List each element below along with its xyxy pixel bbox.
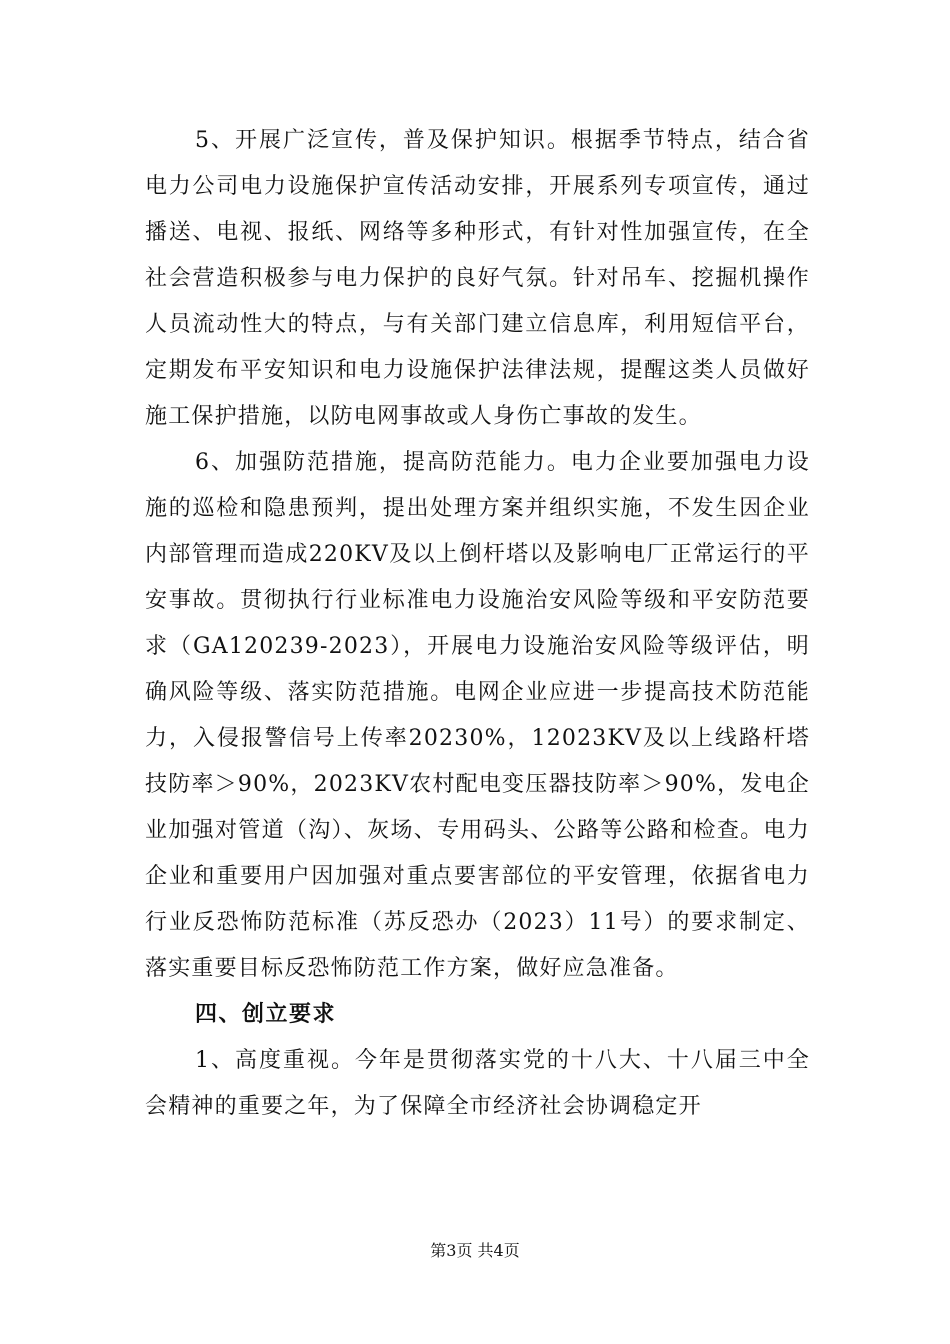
paragraph-publicity: 5、开展广泛宣传，普及保护知识。根据季节特点，结合省电力公司电力设施保护宣传活动安排，开展系列专项宣传，通过播送、电视、报纸、网络等多种形式，有针对性加强宣传，在全社会营造积极参与电力保护的良好气氛。针对吊车、挖掘机操作人员流动性大的特点，与有关部门建立信息库，利用短信平台，定期发布平安知识和电力设施保护法律法规，提醒这类人员做好施工保护措施，以防电网事故或人身伤亡事故的发生。	[145, 128, 810, 429]
paragraph-prevention: 6、加强防范措施，提高防范能力。电力企业要加强电力设施的巡检和隐患预判，提出处理方案并组织实施，不发生因企业内部管理而造成220KV及以上倒杆塔以及影响电厂正常运行的平安事故。贯彻执行行业标准电力设施治安风险等级和平安防范要求（GA120239-2023），开展电力设施治安风险等级评估，明确风险等级、落实防范措施。电网企业应进一步提高技术防范能力，入侵报警信号上传率20230%，12023KV及以上线路杆塔技防率＞90%，2023KV农村配电变压器技防率＞90%，发电企业加强对管道（沟）、灰场、专用码头、公路等公路和检查。电力企业和重要用户因加强对重点要害部位的平安管理，依据省电力行业反恐怖防范标准（苏反恐办（2023）11号）的要求制定、落实重要目标反恐怖防范工作方案，做好应急准备。	[145, 450, 810, 981]
page-footer: 第3页 共4页	[430, 1241, 520, 1260]
section-heading: 四、创立要求	[195, 1002, 337, 1027]
paragraph-importance: 1、高度重视。今年是贯彻落实党的十八大、十八届三中全会精神的重要之年，为了保障全市经济社会协调稳定开	[145, 1048, 810, 1119]
document-body	[145, 118, 810, 1130]
